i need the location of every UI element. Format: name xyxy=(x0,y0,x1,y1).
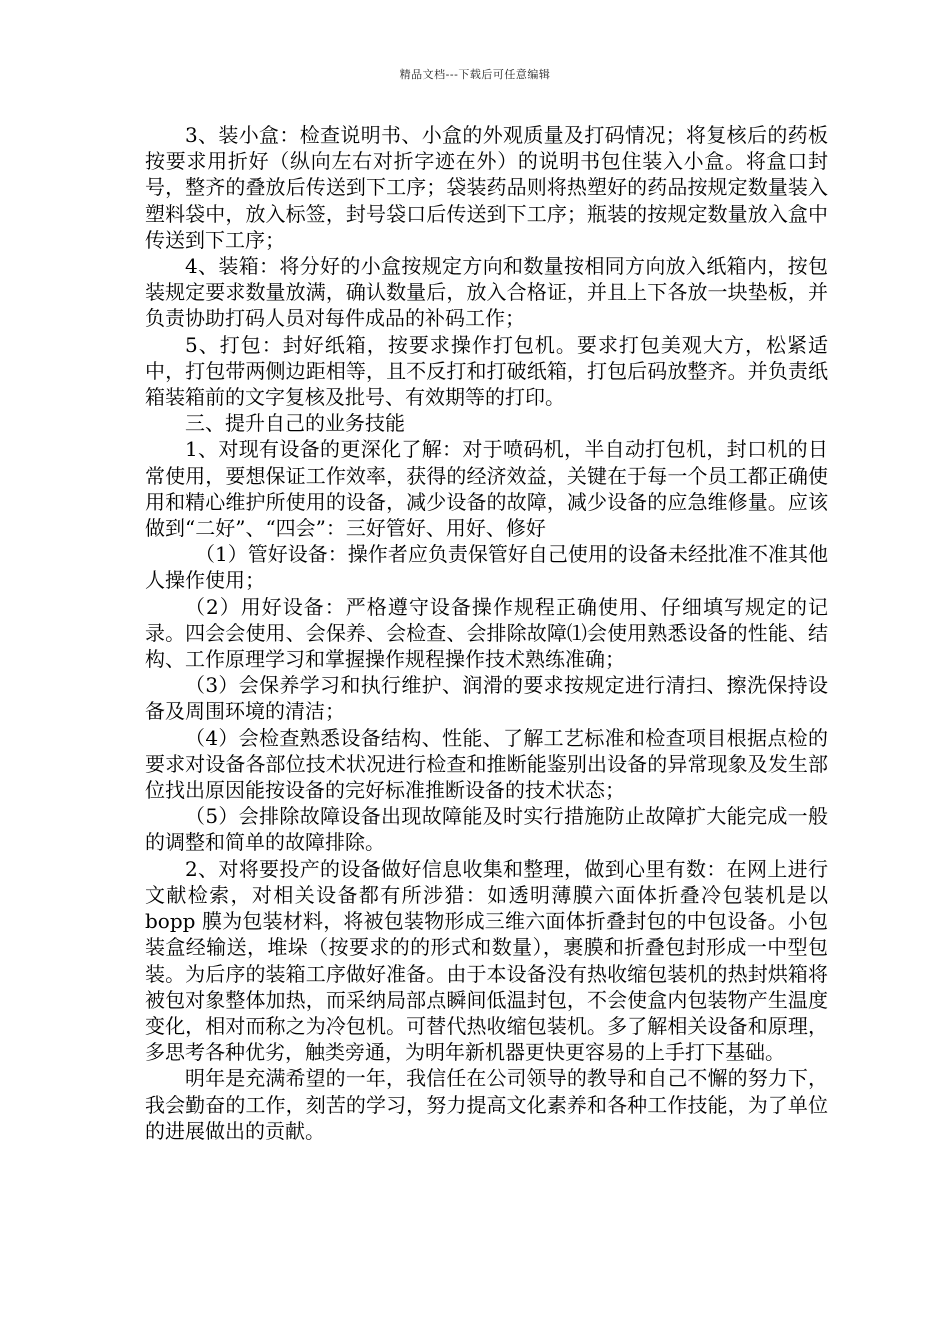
paragraph-packing: 5、打包：封好纸箱，按要求操作打包机。要求打包美观大方，松紧适中，打包带两侧边距相等，且不反打和打破纸箱，打包后码放整齐。并负责纸箱装箱前的文字复核及批号、有效期等的打印。 xyxy=(145,332,828,410)
paragraph-pack-small-box: 3、装小盒：检查说明书、小盒的外观质量及打码情况；将复核后的药板按要求用折好（纵向左右对折字迹在外）的说明书包住装入小盒。将盒口封号，整齐的叠放后传送到下工序；袋装药品则将热塑好的药品按规定数量装入塑料袋中，放入标签，封号袋口后传送到下工序；瓶装的按规定数量放入盒中传送到下工序； xyxy=(145,123,828,252)
paragraph-manage-equipment: （1）管好设备：操作者应负责保管好自己使用的设备未经批准不准其他人操作使用； xyxy=(145,542,828,593)
document-body xyxy=(145,122,828,1144)
paragraph-closing: 明年是充满希望的一年，我信任在公司领导的教导和自己不懈的努力下，我会勤奋的工作，刻苦的学习，努力提高文化素养和各种工作技能，为了单位的进展做出的贡献。 xyxy=(145,1066,828,1143)
page-header: 精品文档---下载后可任意编辑 xyxy=(399,68,551,81)
paragraph-use-equipment: （2）用好设备：严格遵守设备操作规程正确使用、仔细填写规定的记录。四会会使用、会保养、会检查、会排除故障⑴会使用熟悉设备的性能、结构、工作原理学习和掌握操作规程操作技术熟练准确； xyxy=(145,594,828,672)
paragraph-inspect-equipment: （4）会检查熟悉设备结构、性能、了解工艺标准和检查项目根据点检的要求对设备各部位技术状况进行检查和推断能鉴别出设备的异常现象及发生部位找出原因能按设备的完好标准推断设备的技术状态； xyxy=(145,725,828,803)
paragraph-boxing: 4、装箱：将分好的小盒按规定方向和数量按相同方向放入纸箱内，按包装规定要求数量放满，确认数量后，放入合格证，并且上下各放一块垫板，并负责协助打码人员对每件成品的补码工作； xyxy=(145,254,828,331)
paragraph-maintain-equipment: （3）会保养学习和执行维护、润滑的要求按规定进行清扫、擦洗保持设备及周围环境的清洁； xyxy=(145,673,828,724)
paragraph-new-equipment-info: 2、对将要投产的设备做好信息收集和整理，做到心里有数：在网上进行文献检索，对相关设备都有所涉猎：如透明薄膜六面体折叠冷包装机是以 bopp 膜为包装材料，将被包装物形成三维六面体折叠封包的中包设备。小包装盒经输送，堆垛（按要求的的形式和数量），裹膜和折叠包封形成一中型包装。为后序的装箱工序做好准备。由于本设备没有热收缩包装机的热封烘箱将被包对象整体加热，而采纳局部点瞬间低温封包，不会使盒内包装物产生温度变化，相对而称之为冷包机。可替代热收缩包装机。多了解相关设备和原理，多思考各种优劣，触类旁通，为明年新机器更快更容易的上手打下基础。 xyxy=(145,856,828,1065)
section-heading-skills: 三、提升自己的业务技能 xyxy=(185,411,405,436)
paragraph-equipment-understanding: 1、对现有设备的更深化了解：对于喷码机，半自动打包机，封口机的日常使用，要想保证工作效率，获得的经济效益，关键在于每一个员工都正确使用和精心维护所使用的设备，减少设备的故障，减少设备的应急维修量。应该做到“二好”、“四会”：三好管好、用好、修好 xyxy=(145,437,828,541)
paragraph-troubleshoot-equipment: （5）会排除故障设备出现故障能及时实行措施防止故障扩大能完成一般的调整和简单的故障排除。 xyxy=(145,804,828,855)
